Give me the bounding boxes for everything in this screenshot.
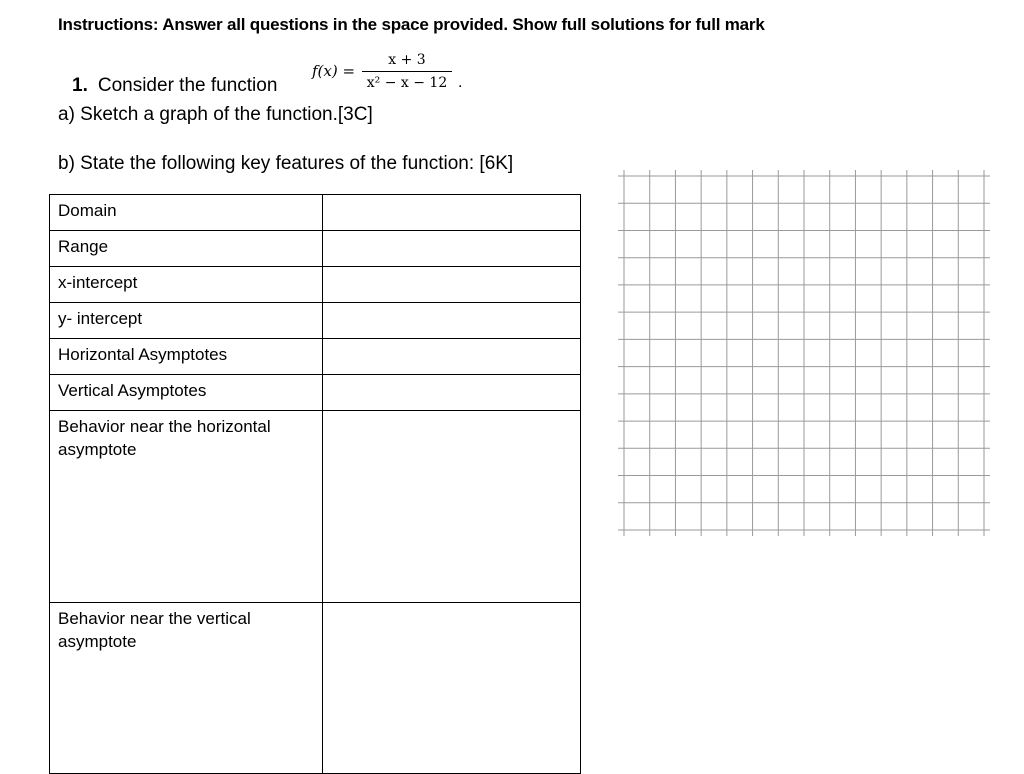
answer-cell-range[interactable] [323, 231, 581, 267]
row-label: Horizontal Asymptotes [50, 339, 323, 375]
fraction [362, 52, 452, 91]
formula-end-mark: . [458, 75, 463, 91]
answer-cell-x-intercept[interactable] [323, 267, 581, 303]
fraction-denominator: x² − x − 12 [366, 75, 448, 91]
table-row-y-intercept [50, 303, 581, 339]
question-1 [72, 75, 277, 97]
answer-cell-behavior-horizontal[interactable] [323, 411, 581, 603]
grid-svg [618, 170, 990, 536]
table-row-behavior-vertical [50, 603, 581, 774]
table-row-x-intercept [50, 267, 581, 303]
part-b-prompt: b) State the following key features of the function: [6K] [58, 153, 514, 174]
fraction-numerator: x + 3 [362, 52, 452, 72]
function-lhs: f(x) = [312, 62, 356, 80]
table-row-range [50, 231, 581, 267]
graph-paper-grid[interactable] [618, 170, 990, 536]
row-label: Vertical Asymptotes [50, 375, 323, 411]
table-row-behavior-horizontal [50, 411, 581, 603]
table-row-horizontal-asymptotes [50, 339, 581, 375]
answer-cell-behavior-vertical[interactable] [323, 603, 581, 774]
row-label: Range [50, 231, 323, 267]
instructions-heading: Instructions: Answer all questions in the space provided. Show full solutions for full mark [58, 15, 765, 34]
key-features-table [49, 194, 581, 774]
table-row-vertical-asymptotes [50, 375, 581, 411]
table-row-domain [50, 195, 581, 231]
answer-cell-horizontal-asymptotes[interactable] [323, 339, 581, 375]
row-label: x-intercept [50, 267, 323, 303]
row-label: Behavior near the vertical asymptote [50, 603, 323, 774]
answer-cell-y-intercept[interactable] [323, 303, 581, 339]
row-label: Domain [50, 195, 323, 231]
question-number: 1. [72, 75, 88, 96]
answer-cell-domain[interactable] [323, 195, 581, 231]
answer-cell-vertical-asymptotes[interactable] [323, 375, 581, 411]
row-label: y- intercept [50, 303, 323, 339]
row-label: Behavior near the horizontal asymptote [50, 411, 323, 603]
question-prompt: Consider the function [97, 75, 278, 96]
part-a-prompt: a) Sketch a graph of the function.[3C] [58, 104, 373, 125]
